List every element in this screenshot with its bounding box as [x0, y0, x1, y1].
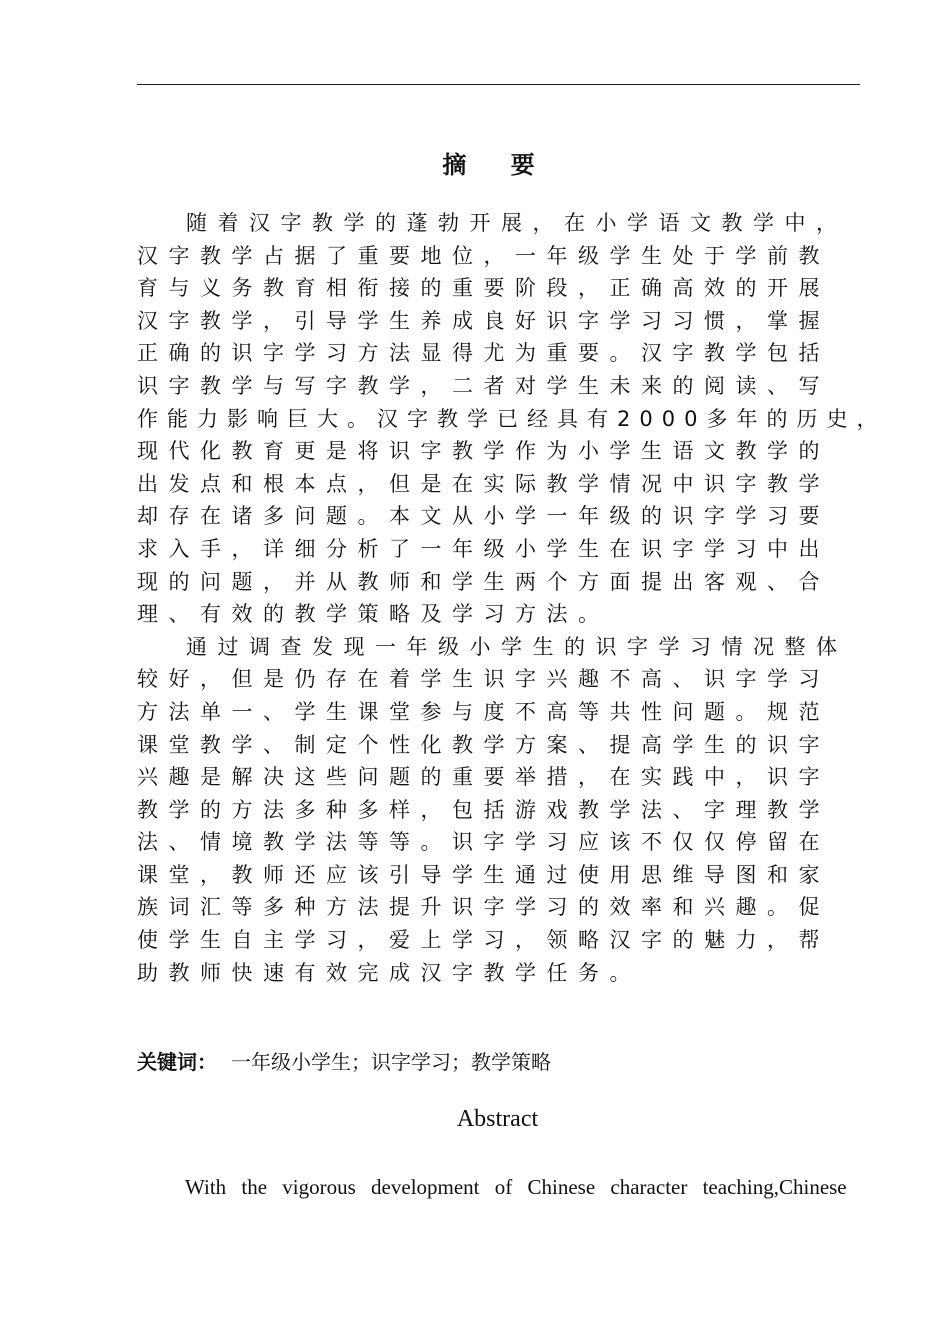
body-line: 使学生自主学习，爱上学习，领略汉字的魅力，帮 [137, 928, 830, 953]
body-line: 较好，但是仍存在着学生识字兴趣不高、识字学习 [137, 667, 830, 692]
abstract-title-cn: 摘 要 [442, 151, 553, 179]
body-line: 却存在诸多问题。本文从小学一年级的识字学习要 [137, 504, 830, 529]
body-line: 通过调查发现一年级小学生的识字学习情况整体 [186, 634, 848, 659]
body-line: 正确的识字学习方法显得尤为重要。汉字教学包括 [137, 341, 830, 366]
keywords-value: 一年级小学生；识字学习；教学策略 [231, 1050, 551, 1074]
body-line: 课堂教学、制定个性化教学方案、提高学生的识字 [137, 732, 830, 757]
keywords-line [137, 1046, 551, 1075]
header-rule [137, 84, 860, 85]
body-line: 随着汉字教学的蓬勃开展，在小学语文教学中， [186, 211, 848, 235]
body-line: 兴趣是解决这些问题的重要举措，在实践中，识字 [137, 765, 830, 790]
abstract-title-en: Abstract [456, 1106, 539, 1132]
body-line: 识字教学与写字教学，二者对学生未来的阅读、写 [137, 373, 830, 398]
body-line: 现代化教育更是将识字教学作为小学生语文教学的 [137, 439, 830, 464]
body-line: 现的问题，并从教师和学生两个方面提出客观、合 [137, 569, 830, 594]
body-line: 求入手，详细分析了一年级小学生在识字学习中出 [137, 536, 830, 561]
body-line: 方法单一、学生课堂参与度不高等共性问题。规范 [137, 699, 830, 724]
body-line: 汉字教学占据了重要地位，一年级学生处于学前教 [137, 243, 830, 268]
keywords-label: 关键词： [137, 1050, 217, 1074]
body-line: 教学的方法多种多样，包括游戏教学法、字理教学 [137, 797, 830, 822]
body-line: 出发点和根本点，但是在实际教学情况中识字教学 [137, 471, 830, 496]
body-line: 助教师快速有效完成汉字教学任务。 [137, 960, 641, 985]
body-line: 族词汇等多种方法提升识字学习的效率和兴趣。促 [137, 895, 830, 920]
body-line: 课堂，教师还应该引导学生通过使用思维导图和家 [137, 862, 830, 887]
body-line: 作能力影响巨大。汉字教学已经具有2000多年的历史， [137, 406, 887, 431]
body-line: 育与义务教育相衔接的重要阶段，正确高效的开展 [137, 276, 830, 301]
abstract-body-en: With the vigorous development of Chinese character teaching,Chinese [185, 1175, 847, 1199]
body-line: 理、有效的教学策略及学习方法。 [137, 602, 610, 627]
body-line: 汉字教学，引导学生养成良好识字学习习惯，掌握 [137, 308, 830, 333]
abstract-body-cn [137, 207, 887, 989]
body-line: 法、情境教学法等等。识字学习应该不仅仅停留在 [137, 830, 830, 855]
